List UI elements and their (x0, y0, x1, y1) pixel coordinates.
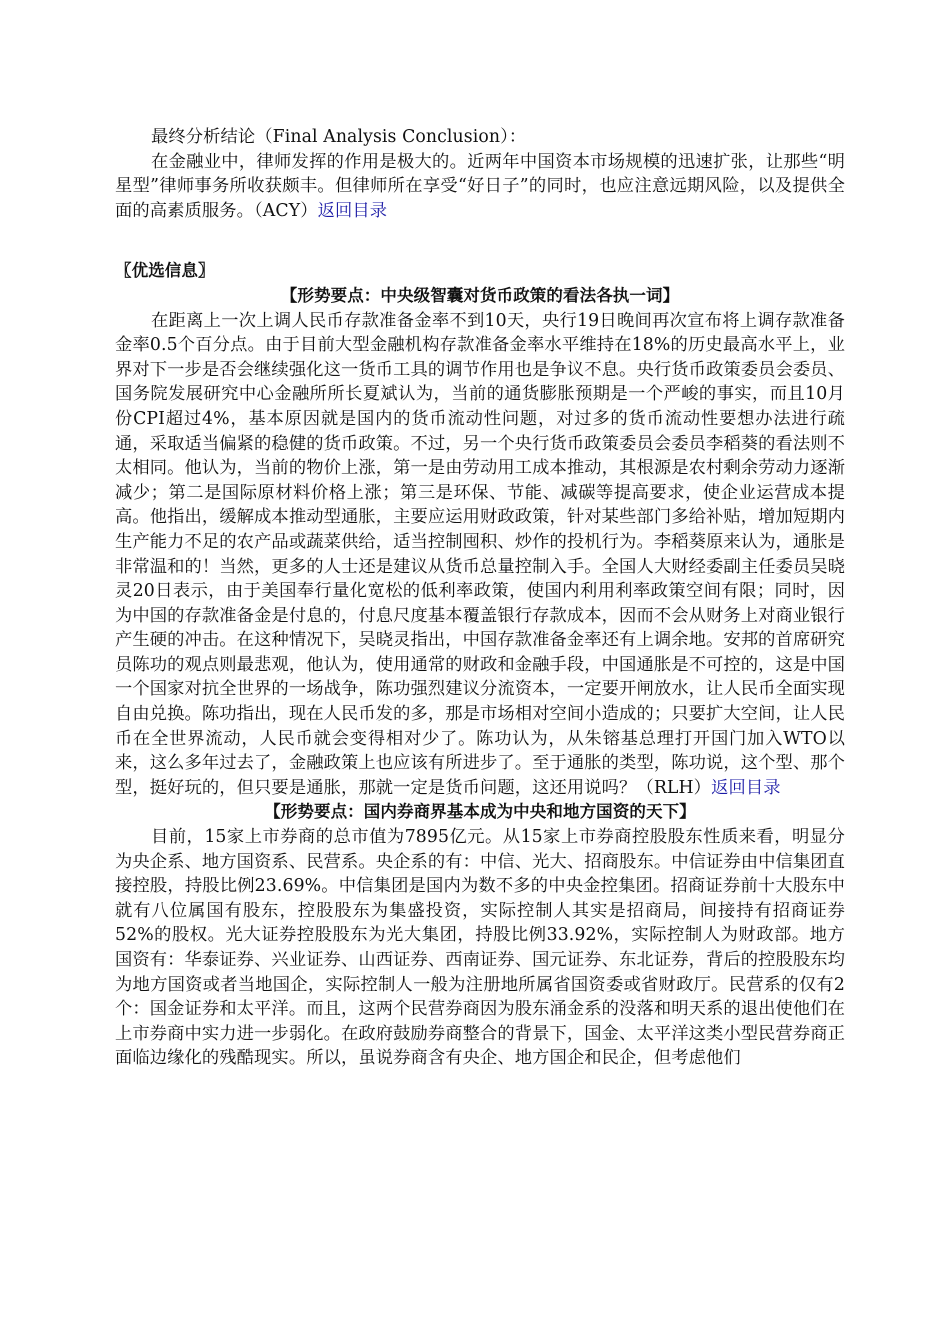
article-body: 在距离上一次上调人民币存款准备金率不到10天，央行19日晚间再次宣布将上调存款准备金率0.5个百分点。由于目前大型金融机构存款准备金率水平维持在18%的历史最高水平上，业界对下一步是否会继续强化这一货币工具的调节作用也是争议不息。央行货币政策委员会委员、国务院发展研究中心金融所所长夏斌认为，当前的通货膨胀预期是一个严峻的事实，而且10月份CPI超过4%，基本原因就是国内的货币流动性问题，对过多的货币流动性要想办法进行疏通，采取适当偏紧的稳健的货币政策。不过，另一个央行货币政策委员会委员李稻葵的看法则不太相同。他认为，当前的物价上涨，第一是由劳动用工成本推动，其根源是农村剩余劳动力逐渐减少；第二是国际原材料价格上涨；第三是环保、节能、减碳等提高要求，使企业运营成本提高。他指出，缓解成本推动型通胀，主要应运用财政政策，针对某些部门多给补贴，增加短期内生产能力不足的农产品或蔬菜供给，适当控制囤积、炒作的投机行为。李稻葵原来认为，通胀是非常温和的！当然，更多的人士还是建议从货币总量控制入手。全国人大财经委副主任委员吴晓灵20日表示，由于美国奉行量化宽松的低利率政策，使国内利用利率政策空间有限；同时，因为中国的存款准备金是付息的，付息尺度基本覆盖银行存款成本，因而不会从财务上对商业银行产生硬的冲击。在这种情况下，吴晓灵指出，中国存款准备金率还有上调余地。安邦的首席研究员陈功的观点则最悲观，他认为，使用通常的财政和金融手段，中国通胀是不可控的，这是中国一个国家对抗全世界的一场战争，陈功强烈建议分流资本，一定要开闸放水，让人民币全面实现自由兑换。陈功指出，现在人民币发的多，那是市场相对空间小造成的；只要扩大空间，让人民币在全世界流动，人民币就会变得相对少了。陈功认为，从朱镕基总理打开国门加入WTO以来，这么多年过去了，金融政策上也应该有所进步了。至于通胀的类型，陈功说，这个型、那个型，挺好玩的，但只要是通胀，那就一定是货币问题，这还用说吗？（RLH） (115, 310, 846, 798)
document-page (115, 125, 845, 1071)
conclusion-paragraph (115, 150, 845, 224)
back-to-toc-link[interactable]: 返回目录 (711, 777, 781, 798)
article-paragraph (115, 309, 845, 801)
article-title: 【形势要点：中央级智囊对货币政策的看法各执一词】 (280, 285, 680, 305)
article-title: 【形势要点：国内券商界基本成为中央和地方国资的天下】 (264, 802, 696, 822)
article-body: 目前，15家上市券商的总市值为7895亿元。从15家上市券商控股股东性质来看，明显分为央企系、地方国资系、民营系。央企系的有：中信、光大、招商股东。中信证券由中信集团直接控股，持股比例23.69%。中信集团是国内为数不多的中央金控集团。招商证券前十大股东中就有八位属国有股东，控股股东为集盛投资，实际控制人其实是招商局，间接持有招商证券52%的股权。光大证券控股股东为光大集团，持股比例33.92%，实际控制人为财政部。地方国资有：华泰证券、兴业证券、山西证券、西南证券、国元证券、东北证券，背后的控股股东均为地方国资或者当地国企，实际控制人一般为注册地所属省国资委或省财政厅。民营系的仅有2个：国金证券和太平洋。而且，这两个民营券商因为股东涌金系的没落和明天系的退出使他们在上市券商中实力进一步弱化。在政府鼓励券商整合的背景下，国金、太平洋这类小型民营券商正面临边缘化的残酷现实。所以，虽说券商含有央企、地方国企和民企，但考虑他们 (115, 827, 846, 1069)
conclusion-heading: 最终分析结论（Final Analysis Conclusion）： (151, 127, 527, 147)
conclusion-body: 在金融业中，律师发挥的作用是极大的。近两年中国资本市场规模的迅速扩张，让那些“明星型”律师事务所收获颇丰。但律师所在享受“好日子”的同时，也应注意远期风险，以及提供全面的高素质服务。（ACY） (115, 151, 845, 221)
section-label: 〖优选信息〗 (115, 261, 215, 281)
article-paragraph (115, 825, 845, 1071)
back-to-toc-link[interactable]: 返回目录 (317, 200, 388, 221)
